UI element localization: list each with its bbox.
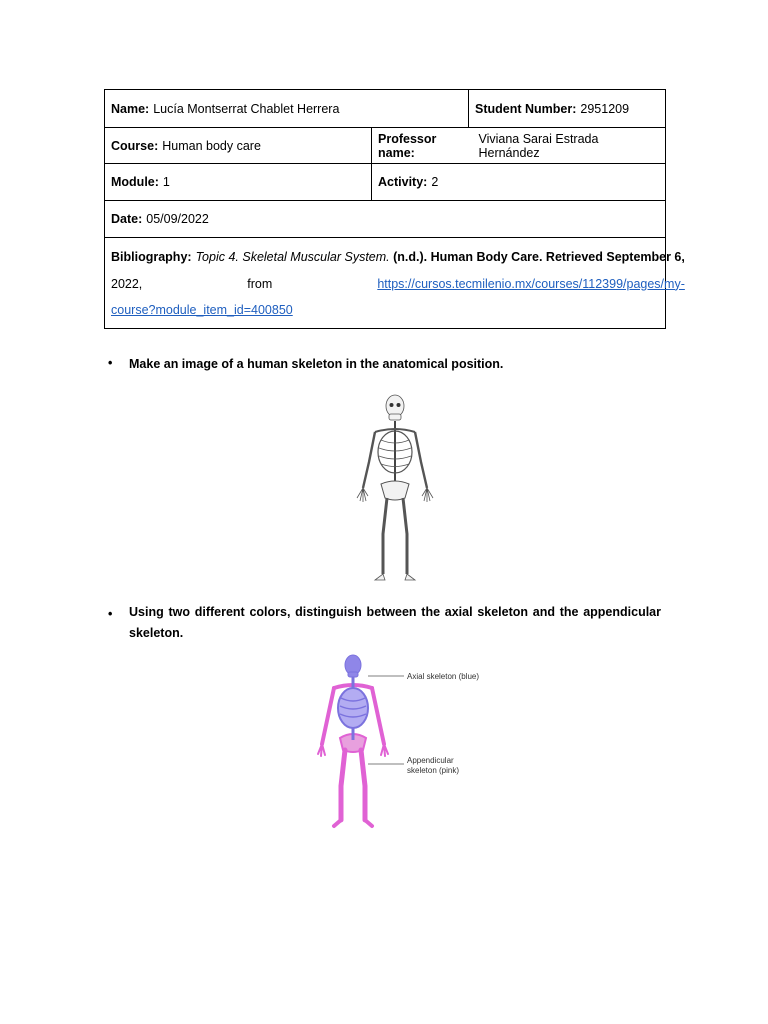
bibliography-nd: (n.d.). (393, 250, 428, 264)
appendicular-left-arm (322, 688, 334, 744)
row-bibliography (105, 238, 685, 328)
skeleton-right-hand (422, 488, 433, 502)
info-table (104, 89, 685, 329)
date-cell (105, 201, 665, 237)
axial-ribcage (338, 688, 368, 728)
bibliography-from: from (247, 276, 273, 291)
name-cell (105, 90, 468, 127)
name-value: Lucía Montserrat Chablet Herrera (153, 101, 340, 116)
appendicular-right-arm (372, 688, 384, 744)
professor-cell (371, 128, 665, 163)
task-2-bullet: • (108, 607, 113, 621)
bibliography-line-2 (111, 271, 685, 298)
bibliography-title: Topic 4. Skeletal Muscular System. (195, 250, 390, 264)
activity-value: 2 (431, 175, 439, 189)
skeleton-pelvis (381, 481, 409, 500)
course-label: Course: (111, 138, 159, 153)
colored-skeleton-figure (310, 650, 510, 832)
student-number-value: 2951209 (580, 101, 630, 116)
row-date (105, 201, 665, 238)
skeleton-left-foot (375, 574, 385, 580)
skeleton-jaw (389, 414, 401, 420)
task-1-text: Make an image of a human skeleton in the anatomical position. (129, 357, 504, 371)
appendicular-right-leg (361, 750, 365, 820)
student-number-label: Student Number: (475, 101, 577, 116)
skeleton-right-leg (403, 498, 407, 574)
row-course (105, 128, 665, 164)
module-label: Module: (111, 175, 159, 189)
axial-skeleton (338, 655, 368, 740)
course-cell (105, 128, 371, 163)
skeleton-left-arm (363, 432, 375, 488)
activity-cell (371, 164, 665, 200)
appendicular-label-line-2: skeleton (pink) (407, 766, 460, 775)
bibliography-line-3 (111, 297, 685, 324)
axial-label: Axial skeleton (blue) (407, 672, 480, 681)
task-2-text: Using two different colors, distinguish between the axial skeleton and the appendicular skeleton. (129, 605, 661, 640)
skeleton-figure (345, 388, 445, 586)
date-label: Date: (111, 212, 143, 226)
bibliography-line-1 (111, 244, 685, 271)
bibliography-cell (105, 238, 691, 328)
module-value: 1 (162, 175, 170, 189)
row-name (105, 90, 665, 128)
student-number-cell (468, 90, 665, 127)
date-value: 05/09/2022 (146, 212, 209, 226)
skeleton-drawing (357, 395, 433, 580)
bibliography-link-part1[interactable]: https://cursos.tecmilenio.mx/courses/112399/pages/my- (377, 276, 685, 291)
row-module (105, 164, 665, 201)
professor-value: Viviana Sarai Estrada Hernández (478, 131, 599, 160)
name-label: Name: (111, 101, 150, 116)
bibliography-link-part2[interactable]: course?module_item_id=400850 (111, 303, 293, 317)
appendicular-left-leg (341, 750, 345, 820)
activity-label: Activity: (378, 175, 428, 189)
task-1-bullet: • (108, 356, 113, 370)
skeleton-right-arm (415, 432, 427, 488)
bibliography-source: Human Body Care. Retrieved September 6, (430, 250, 685, 264)
bibliography-label: Bibliography: (111, 250, 192, 264)
bibliography-year: 2022, (111, 276, 143, 291)
skeleton-right-foot (405, 574, 415, 580)
professor-label: Professor name: (378, 131, 437, 160)
appendicular-label-line-1: Appendicular (407, 756, 454, 765)
course-value: Human body care (162, 138, 261, 153)
skeleton-left-leg (383, 498, 387, 574)
module-cell (105, 164, 371, 200)
skeleton-left-hand (357, 488, 368, 502)
